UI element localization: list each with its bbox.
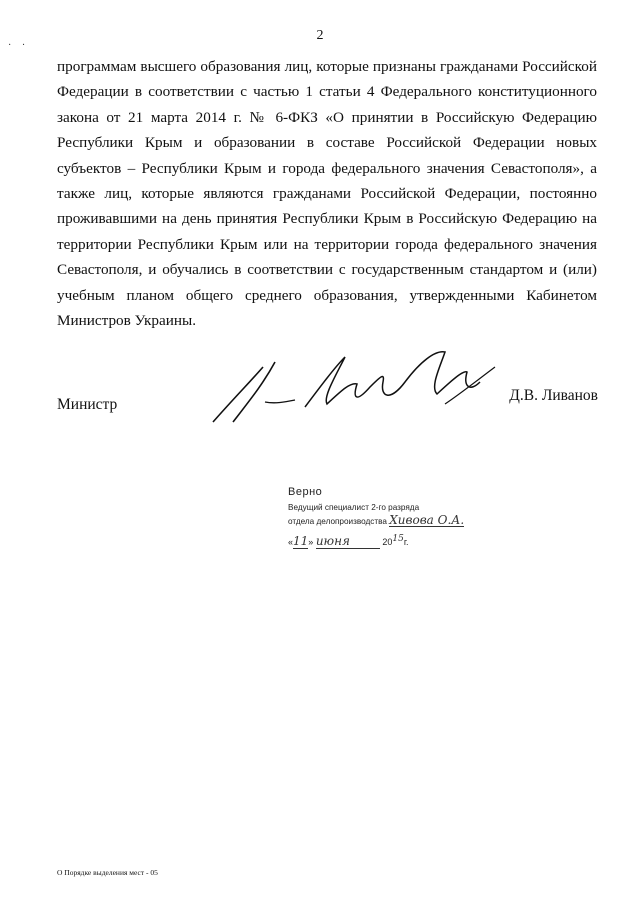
certification-position: Ведущий специалист 2-го разряда — [288, 503, 420, 512]
date-year-suffix: г. — [403, 537, 409, 547]
date-close-quote: » — [308, 537, 314, 547]
certification-handwritten-name: Хивова О.А. — [389, 513, 465, 527]
handwritten-signature — [205, 342, 505, 427]
date-year-prefix: 20 — [382, 537, 393, 547]
body-paragraph: программам высшего образования лиц, которые признаны гражданами Российской Федерации в соответствии с частью 1 статьи 4 Федерального конституционного закона от 21 марта 2014 г. № 6-ФКЗ «О принятии в Российскую Федерацию Республики Крым и образовании в составе Российской Федерации новых субъектов – Республики Крым и города федерального значения Севастополя», а также лиц, которые являются гражданами Российской Федерации, постоянно проживавшими на день принятия Республики Крым в Российскую Федерацию на территории Республики Крым или на территории города федерального значения Севастополя, и обучались в соответствии с государственным стандартом и (или) учебным планом общего среднего образования, утвержденными Кабинетом Министров Украины. — [57, 58, 597, 330]
signer-name: Д.В. Ливанов — [509, 387, 598, 404]
certification-title: Верно — [288, 486, 323, 498]
date-open-quote: « — [288, 537, 294, 547]
certification-department — [288, 514, 488, 528]
date-day: 11 — [293, 534, 309, 548]
body-text — [57, 54, 597, 333]
certification-stamp — [288, 486, 488, 549]
scan-artifact-dots: · · — [8, 40, 30, 51]
page-number: 2 — [316, 28, 324, 43]
certification-department-label: отдела делопроизводства — [288, 517, 387, 526]
date-month: июня — [316, 534, 380, 549]
signer-position: Министр — [57, 396, 118, 413]
date-year-handwritten: 15 — [392, 534, 404, 544]
certification-date — [288, 534, 488, 549]
footer-note: О Порядке выделения мест - 05 — [57, 868, 158, 877]
